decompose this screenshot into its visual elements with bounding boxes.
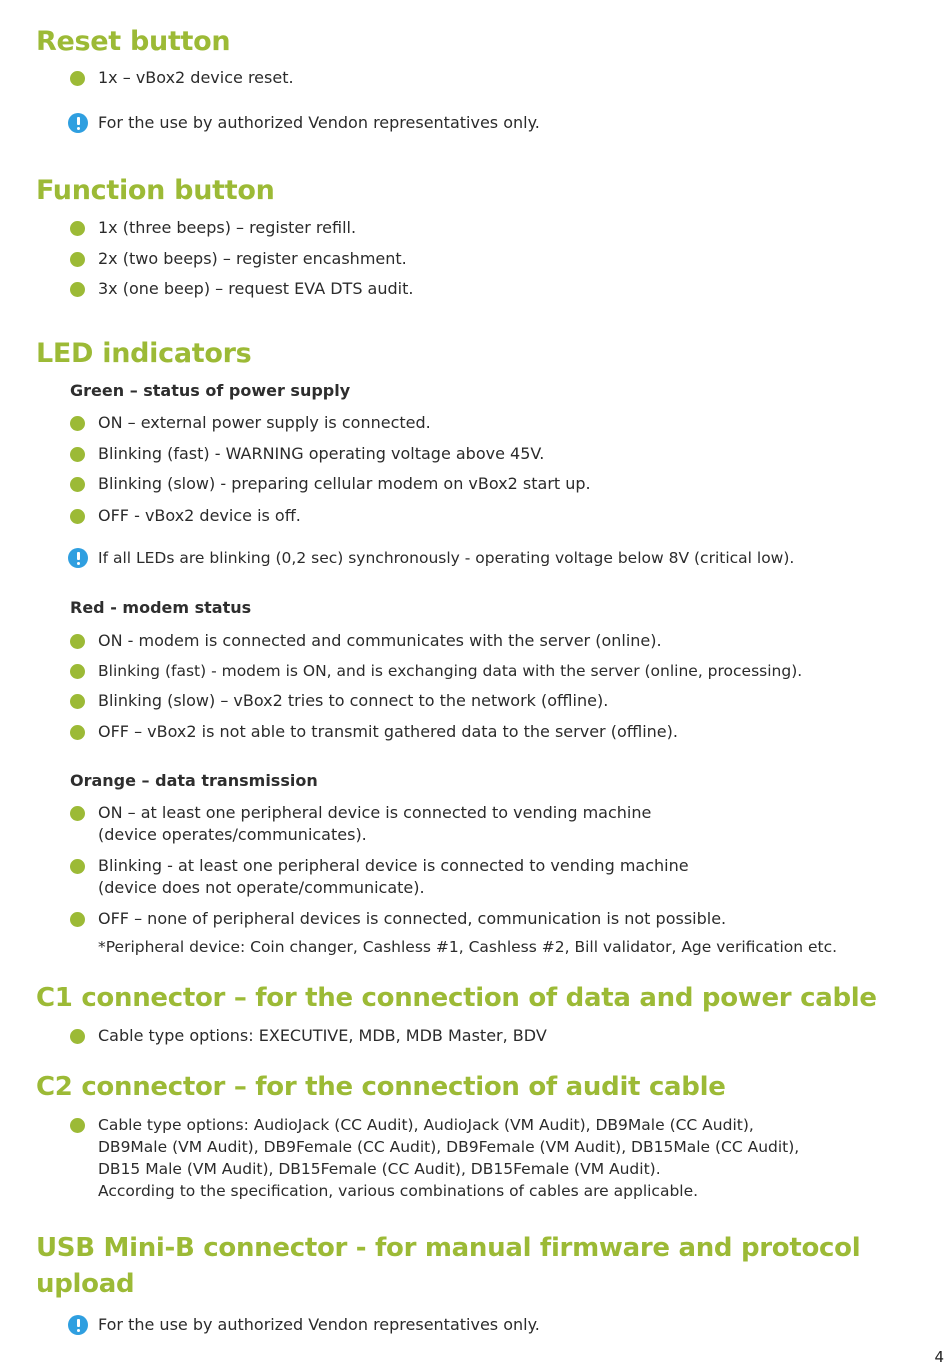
list-item-text: Cable type options: AudioJack (CC Audit), AudioJack (VM Audit), DB9Male (CC Audit), DB9Male (VM Audit), DB9Female (CC Audit), DB9Female (VM Audit), DB15Male (CC Audit), DB15 Male (VM Audit), DB15Female (CC Audit), DB15Female (VM Audit). According to the specification, various combinations of cables are applicable. (98, 1116, 800, 1200)
info-exclamation-icon (68, 1315, 88, 1335)
bullet-icon (70, 1118, 85, 1133)
list-item (70, 278, 930, 302)
list-item (70, 721, 930, 745)
list-item-text: Blinking (slow) – vBox2 tries to connect to the network (offline). (98, 691, 609, 710)
list-item-text: Blinking (slow) - preparing cellular modem on vBox2 start up. (98, 474, 591, 493)
list-item-text: OFF - vBox2 device is off. (98, 506, 301, 525)
list-item (70, 248, 930, 272)
list-item (70, 1025, 930, 1049)
warning-note (70, 112, 930, 136)
info-exclamation-icon (68, 548, 88, 568)
list-item-text: OFF – none of peripheral devices is connected, communication is not possible. (98, 909, 727, 928)
bullet-icon (70, 912, 85, 927)
list-item-text: 2x (two beeps) – register encashment. (98, 249, 407, 268)
list-item-text: 1x – vBox2 device reset. (98, 68, 294, 87)
usb-connector-heading: USB Mini-B connector - for manual firmware and protocol upload (36, 1233, 861, 1299)
bullet-icon (70, 859, 85, 874)
function-button-heading: Function button (36, 175, 275, 206)
led-indicators-heading: LED indicators (36, 338, 252, 369)
warning-note (70, 1314, 930, 1338)
list-item (70, 473, 930, 497)
list-item-text: Cable type options: EXECUTIVE, MDB, MDB Master, BDV (98, 1026, 547, 1045)
list-item (70, 660, 930, 684)
info-exclamation-icon (68, 113, 88, 133)
list-item (70, 412, 930, 436)
list-item (70, 855, 930, 901)
bullet-icon (70, 1029, 85, 1044)
list-item (70, 1114, 930, 1206)
bullet-icon (70, 509, 85, 524)
list-item (70, 802, 930, 848)
list-item (70, 690, 930, 714)
list-item-text: Blinking (fast) - modem is ON, and is exchanging data with the server (online, processing). (98, 662, 803, 680)
green-led-subheading: Green – status of power supply (70, 381, 351, 400)
orange-led-subheading: Orange – data transmission (70, 771, 318, 790)
list-item (70, 67, 930, 91)
bullet-icon (70, 694, 85, 709)
list-item (70, 217, 930, 241)
reset-button-heading: Reset button (36, 26, 231, 57)
page-number: 4 (934, 1348, 944, 1366)
list-item (70, 505, 930, 529)
list-item-text: Blinking (fast) - WARNING operating voltage above 45V. (98, 444, 545, 463)
bullet-icon (70, 725, 85, 740)
list-item-text: ON – at least one peripheral device is connected to vending machine (device operates/communicates). (98, 803, 652, 844)
bullet-icon (70, 71, 85, 86)
list-item (70, 908, 930, 932)
bullet-icon (70, 664, 85, 679)
list-item-text: ON – external power supply is connected. (98, 413, 431, 432)
bullet-icon (70, 806, 85, 821)
bullet-icon (70, 252, 85, 267)
bullet-icon (70, 416, 85, 431)
peripheral-footnote: *Peripheral device: Coin changer, Cashless #1, Cashless #2, Bill validator, Age verification etc. (98, 938, 838, 956)
list-item-text: OFF – vBox2 is not able to transmit gathered data to the server (offline). (98, 722, 678, 741)
c2-connector-heading: C2 connector – for the connection of audit cable (36, 1072, 726, 1102)
bullet-icon (70, 221, 85, 236)
red-led-subheading: Red - modem status (70, 598, 252, 617)
bullet-icon (70, 634, 85, 649)
list-item-text: ON - modem is connected and communicates with the server (online). (98, 631, 662, 650)
bullet-icon (70, 447, 85, 462)
list-item (70, 630, 930, 654)
warning-note (70, 547, 930, 571)
warning-text: For the use by authorized Vendon representatives only. (98, 113, 540, 132)
warning-text: For the use by authorized Vendon representatives only. (98, 1315, 540, 1334)
list-item-text: Blinking - at least one peripheral device is connected to vending machine (device does not operate/communicate). (98, 856, 689, 897)
warning-text: If all LEDs are blinking (0,2 sec) synchronously - operating voltage below 8V (critical low). (98, 549, 795, 567)
list-item-text: 3x (one beep) – request EVA DTS audit. (98, 279, 414, 298)
bullet-icon (70, 282, 85, 297)
c1-connector-heading: C1 connector – for the connection of data and power cable (36, 983, 877, 1013)
list-item-text: 1x (three beeps) – register refill. (98, 218, 357, 237)
bullet-icon (70, 477, 85, 492)
list-item (70, 443, 930, 467)
